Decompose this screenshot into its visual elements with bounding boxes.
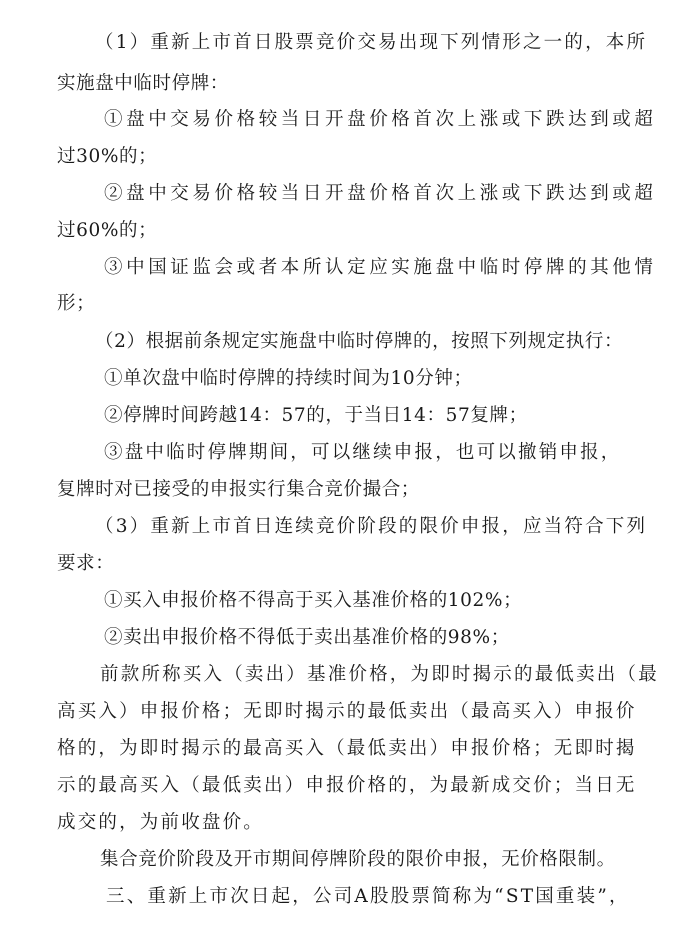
item-1-3-line-2: 形； xyxy=(57,293,96,314)
paragraph-4-line-4: 示的最高买入（最低卖出）申报价格的，为最新成交价；当日无 xyxy=(57,775,637,796)
paragraph-4-line-5: 成交的，为前收盘价。 xyxy=(57,812,265,833)
item-2-1: ①单次盘中临时停牌的持续时间为10分钟； xyxy=(104,368,473,389)
item-3-2: ②卖出申报价格不得低于卖出基准价格的98%； xyxy=(104,627,510,648)
paragraph-1-line-1: （1）重新上市首日股票竞价交易出现下列情形之一的，本所 xyxy=(95,32,648,53)
paragraph-4-line-1: 前款所称买入（卖出）基准价格，为即时揭示的最低卖出（最 xyxy=(100,664,659,685)
item-1-3-line-1: ③中国证监会或者本所认定应实施盘中临时停牌的其他情 xyxy=(104,257,657,278)
item-2-3-line-1: ③盘中临时停牌期间，可以继续申报，也可以撤销申报， xyxy=(104,442,622,463)
item-3-1: ①买入申报价格不得高于买入基准价格的102%； xyxy=(104,590,523,611)
item-2-3-line-2: 复牌时对已接受的申报实行集合竞价撮合； xyxy=(57,479,420,500)
item-1-2-line-1: ②盘中交易价格较当日开盘价格首次上涨或下跌达到或超 xyxy=(104,183,657,204)
section-3-heading-line: 三、重新上市次日起，公司A股股票简称为“ST国重装”， xyxy=(106,886,630,907)
paragraph-4-line-2: 高买入）申报价格；无即时揭示的最低卖出（最高买入）申报价 xyxy=(57,701,637,722)
paragraph-1-line-2: 实施盘中临时停牌： xyxy=(57,73,229,94)
item-1-1-line-2: 过30%的； xyxy=(57,146,158,167)
item-1-1-line-1: ①盘中交易价格较当日开盘价格首次上涨或下跌达到或超 xyxy=(104,109,657,130)
paragraph-4-line-3: 格的，为即时揭示的最高买入（最低卖出）申报价格；无即时揭 xyxy=(57,738,637,759)
paragraph-5: 集合竞价阶段及开市期间停牌阶段的限价申报，无价格限制。 xyxy=(100,849,616,870)
item-1-2-line-2: 过60%的； xyxy=(57,220,158,241)
item-2-2: ②停牌时间跨越14：57的，于当日14：57复牌； xyxy=(104,405,528,426)
paragraph-3-line-2: 要求： xyxy=(57,553,115,574)
paragraph-3-line-1: （3）重新上市首日连续竞价阶段的限价申报，应当符合下列 xyxy=(95,516,648,537)
paragraph-2-line-1: （2）根据前条规定实施盘中临时停牌的，按照下列规定执行： xyxy=(95,331,624,352)
